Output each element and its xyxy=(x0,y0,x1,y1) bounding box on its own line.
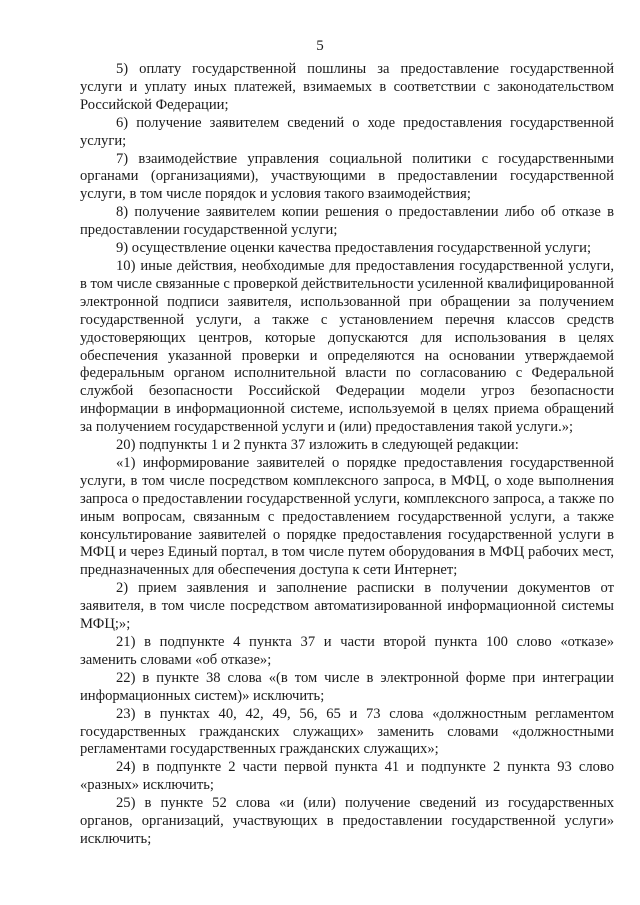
page-number: 5 xyxy=(316,38,324,54)
paragraph-quoted-1: «1) информирование заявителей о порядке предоставления государственной услуги, в том числе посредством комплексного запроса, в МФЦ, о ходе выполнения запроса о предоставлении государственной услуги, комплексного запроса, а также по иным вопросам, связанным с предоставлением государственной услуги, а также консультирование заявителей о порядке предоставления государственной услуги в МФЦ и через Единый портал, в том числе путем оборудования в МФЦ рабочих мест, предназначенных для обеспечения доступа к сети Интернет; xyxy=(80,454,614,579)
paragraph-item-7: 7) взаимодействие управления социальной политики с государственными органами (организациями), участвующими в предоставлении государственной услуги, в том числе порядок и условия такого взаимодействия; xyxy=(80,150,614,203)
paragraph-quoted-2: 2) прием заявления и заполнение расписки в получении документов от заявителя, в том числе посредством автоматизированной информационной системы МФЦ;»; xyxy=(80,580,614,633)
paragraph-amendment-21: 21) в подпункте 4 пункта 37 и части второй пункта 100 слово «отказе» заменить словами «об отказе»; xyxy=(80,634,614,668)
paragraph-amendment-23: 23) в пунктах 40, 42, 49, 56, 65 и 73 слова «должностным регламентом государственных гражданских служащих» заменить словами «должностными регламентами государственных гражданских служащих»; xyxy=(80,705,614,758)
paragraph-item-5: 5) оплату государственной пошлины за предоставление государственной услуги и уплату иных платежей, взимаемых в соответствии с законодательством Российской Федерации; xyxy=(80,61,614,113)
paragraph-amendment-22: 22) в пункте 38 слова «(в том числе в электронной форме при интеграции информационных систем)» исключить; xyxy=(80,669,614,704)
paragraph-amendment-25: 25) в пункте 52 слова «и (или) получение сведений из государственных органов, организаций, участвующих в предоставлении государственной услуги» исключить; xyxy=(80,795,614,847)
paragraph-item-6: 6) получение заявителем сведений о ходе предоставления государственной услуги; xyxy=(80,114,614,149)
paragraph-item-8: 8) получение заявителем копии решения о предоставлении либо об отказе в предоставлении государственной услуги; xyxy=(80,204,614,239)
document-body xyxy=(80,61,614,849)
paragraph-item-10: 10) иные действия, необходимые для предоставления государственной услуги, в том числе связанные с проверкой действительности усиленной квалифицированной электронной подписи заявителя, использованной при обращении за получением государственной услуги, а также с установлением перечня классов средств удостоверяющих центров, которые допускаются для использования в целях обеспечения указанной проверки и определяются на основании утверждаемой федеральным органом исполнительной власти по согласованию с Федеральной службой безопасности Российской Федерации модели угроз безопасности информации в информационной системе, используемой в целях приема обращений за получением государственной услуги и (или) предоставления такой услуги.»; xyxy=(80,257,614,436)
paragraph-item-9: 9) осуществление оценки качества предоставления государственной услуги; xyxy=(116,240,592,257)
paragraph-amendment-24: 24) в подпункте 2 части первой пункта 41 и подпункте 2 пункта 93 слово «разных» исключить; xyxy=(80,759,614,794)
paragraph-amendment-20: 20) подпункты 1 и 2 пункта 37 изложить в следующей редакции: xyxy=(116,437,519,454)
